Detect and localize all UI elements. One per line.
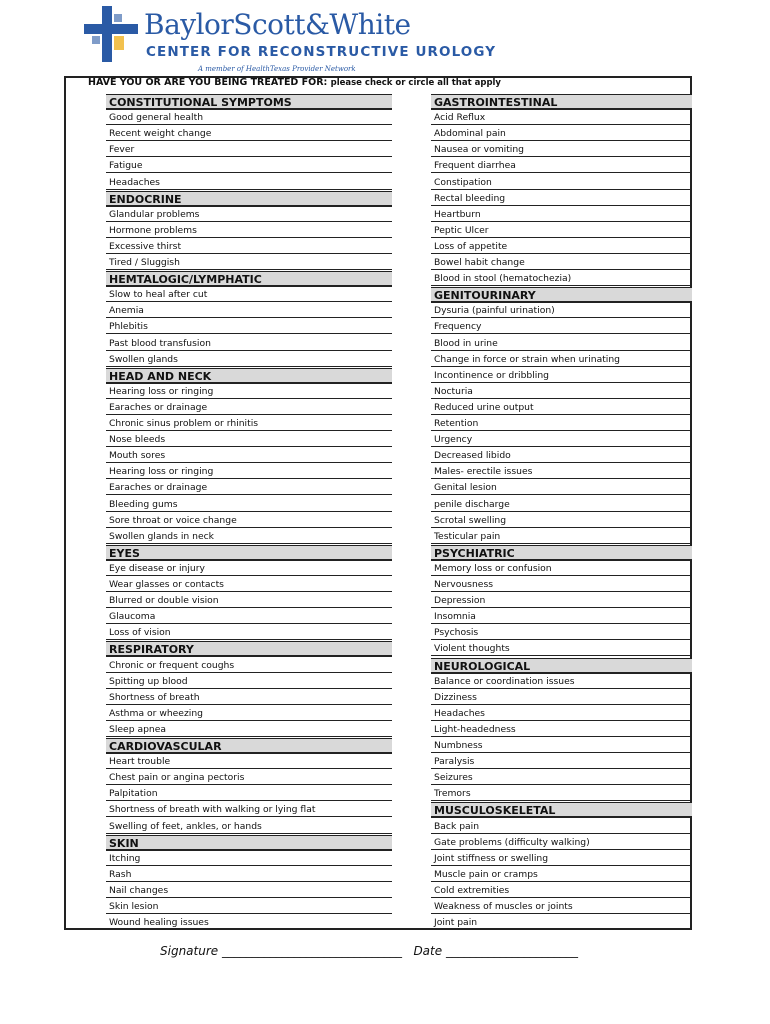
checklist-item-light-headedness[interactable]: Light-headedness xyxy=(431,722,692,737)
checklist-item-memory-loss-or-confusion[interactable]: Memory loss or confusion xyxy=(431,561,692,576)
checklist-item-asthma-or-wheezing[interactable]: Asthma or wheezing xyxy=(106,706,392,721)
checklist-item-weakness-of-muscles-or-joints[interactable]: Weakness of muscles or joints xyxy=(431,899,692,914)
section-header-psychiatric: PSYCHIATRIC xyxy=(431,545,692,561)
checklist-item-wound-healing-issues[interactable]: Wound healing issues xyxy=(106,915,392,930)
checklist-item-good-general-health[interactable]: Good general health xyxy=(106,110,392,125)
cross-logo-icon xyxy=(84,6,138,62)
checklist-item-abdominal-pain[interactable]: Abdominal pain xyxy=(431,126,692,141)
section-header-musculoskeletal: MUSCULOSKELETAL xyxy=(431,802,692,818)
checklist-item-paralysis[interactable]: Paralysis xyxy=(431,754,692,769)
checklist-item-shortness-of-breath[interactable]: Shortness of breath xyxy=(106,690,392,705)
checklist-item-earaches-or-drainage[interactable]: Earaches or drainage xyxy=(106,400,392,415)
section-header-endocrine: ENDOCRINE xyxy=(106,191,392,207)
section-header-hemtalogic-lymphatic: HEMTALOGIC/LYMPHATIC xyxy=(106,271,392,287)
symptom-checklist-form xyxy=(64,76,692,930)
checklist-item-rash[interactable]: Rash xyxy=(106,867,392,882)
section-header-respiratory: RESPIRATORY xyxy=(106,641,392,657)
checklist-item-hearing-loss-or-ringing[interactable]: Hearing loss or ringing xyxy=(106,464,392,479)
checklist-item-insomnia[interactable]: Insomnia xyxy=(431,609,692,624)
checklist-item-loss-of-vision[interactable]: Loss of vision xyxy=(106,625,392,640)
checklist-item-chest-pain-or-angina-pectoris[interactable]: Chest pain or angina pectoris xyxy=(106,770,392,785)
checklist-item-palpitation[interactable]: Palpitation xyxy=(106,786,392,801)
checklist-item-bowel-habit-change[interactable]: Bowel habit change xyxy=(431,255,692,270)
checklist-item-sleep-apnea[interactable]: Sleep apnea xyxy=(106,722,392,737)
checklist-item-acid-reflux[interactable]: Acid Reflux xyxy=(431,110,692,125)
checklist-item-phlebitis[interactable]: Phlebitis xyxy=(106,319,392,334)
section-header-neurological: NEUROLOGICAL xyxy=(431,658,692,674)
checklist-item-tremors[interactable]: Tremors xyxy=(431,786,692,801)
checklist-item-nausea-or-vomiting[interactable]: Nausea or vomiting xyxy=(431,142,692,157)
section-header-head-and-neck: HEAD AND NECK xyxy=(106,368,392,384)
checklist-item-dizziness[interactable]: Dizziness xyxy=(431,690,692,705)
checklist-item-retention[interactable]: Retention xyxy=(431,416,692,431)
section-header-cardiovascular: CARDIOVASCULAR xyxy=(106,738,392,754)
checklist-item-blood-in-stool-hematochezia[interactable]: Blood in stool (hematochezia) xyxy=(431,271,692,286)
checklist-item-nervousness[interactable]: Nervousness xyxy=(431,577,692,592)
checklist-item-heartburn[interactable]: Heartburn xyxy=(431,207,692,222)
checklist-item-genital-lesion[interactable]: Genital lesion xyxy=(431,480,692,495)
checklist-item-itching[interactable]: Itching xyxy=(106,851,392,866)
signature-line[interactable]: ______________________________ xyxy=(221,944,402,958)
checklist-item-recent-weight-change[interactable]: Recent weight change xyxy=(106,126,392,141)
section-header-eyes: EYES xyxy=(106,545,392,561)
checklist-item-swelling-of-feet-ankles-or-hands[interactable]: Swelling of feet, ankles, or hands xyxy=(106,819,392,834)
checklist-item-hearing-loss-or-ringing[interactable]: Hearing loss or ringing xyxy=(106,384,392,399)
checklist-item-joint-stiffness-or-swelling[interactable]: Joint stiffness or swelling xyxy=(431,851,692,866)
brand-name: BaylorScott&White xyxy=(144,8,411,41)
checklist-item-violent-thoughts[interactable]: Violent thoughts xyxy=(431,641,692,656)
checklist-item-frequent-diarrhea[interactable]: Frequent diarrhea xyxy=(431,158,692,173)
checklist-item-depression[interactable]: Depression xyxy=(431,593,692,608)
section-header-constitutional-symptoms: CONSTITUTIONAL SYMPTOMS xyxy=(106,94,392,110)
brand-logo xyxy=(84,6,497,76)
section-header-gastrointestinal: GASTROINTESTINAL xyxy=(431,94,692,110)
checklist-item-scrotal-swelling[interactable]: Scrotal swelling xyxy=(431,513,692,528)
checklist-item-gate-problems-difficulty-walking[interactable]: Gate problems (difficulty walking) xyxy=(431,835,692,850)
checklist-item-numbness[interactable]: Numbness xyxy=(431,738,692,753)
checklist-item-wear-glasses-or-contacts[interactable]: Wear glasses or contacts xyxy=(106,577,392,592)
checklist-item-spitting-up-blood[interactable]: Spitting up blood xyxy=(106,674,392,689)
checklist-item-loss-of-appetite[interactable]: Loss of appetite xyxy=(431,239,692,254)
checklist-item-joint-pain[interactable]: Joint pain xyxy=(431,915,692,930)
section-header-genitourinary: GENITOURINARY xyxy=(431,287,692,303)
checklist-item-penile-discharge[interactable]: penile discharge xyxy=(431,497,692,512)
checklist-item-slow-to-heal-after-cut[interactable]: Slow to heal after cut xyxy=(106,287,392,302)
checklist-item-bleeding-gums[interactable]: Bleeding gums xyxy=(106,497,392,512)
checklist-item-excessive-thirst[interactable]: Excessive thirst xyxy=(106,239,392,254)
checklist-item-skin-lesion[interactable]: Skin lesion xyxy=(106,899,392,914)
checklist-item-anemia[interactable]: Anemia xyxy=(106,303,392,318)
checklist-item-glandular-problems[interactable]: Glandular problems xyxy=(106,207,392,222)
checklist-item-fever[interactable]: Fever xyxy=(106,142,392,157)
checklist-item-blurred-or-double-vision[interactable]: Blurred or double vision xyxy=(106,593,392,608)
checklist-item-tired-sluggish[interactable]: Tired / Sluggish xyxy=(106,255,392,270)
checklist-item-past-blood-transfusion[interactable]: Past blood transfusion xyxy=(106,336,392,351)
checklist-item-incontinence-or-dribbling[interactable]: Incontinence or dribbling xyxy=(431,368,692,383)
checklist-item-nocturia[interactable]: Nocturia xyxy=(431,384,692,399)
checklist-item-chronic-sinus-problem-or-rhinitis[interactable]: Chronic sinus problem or rhinitis xyxy=(106,416,392,431)
checklist-item-fatigue[interactable]: Fatigue xyxy=(106,158,392,173)
signature-label: Signature xyxy=(160,944,219,958)
checklist-item-glaucoma[interactable]: Glaucoma xyxy=(106,609,392,624)
checklist-item-dysuria-painful-urination[interactable]: Dysuria (painful urination) xyxy=(431,303,692,318)
checklist-item-reduced-urine-output[interactable]: Reduced urine output xyxy=(431,400,692,415)
checklist-item-chronic-or-frequent-coughs[interactable]: Chronic or frequent coughs xyxy=(106,658,392,673)
checklist-item-psychosis[interactable]: Psychosis xyxy=(431,625,692,640)
checklist-item-nose-bleeds[interactable]: Nose bleeds xyxy=(106,432,392,447)
checklist-item-change-in-force-or-strain-when-urinating[interactable]: Change in force or strain when urinating xyxy=(431,352,692,367)
form-header-title: HAVE YOU OR ARE YOU BEING TREATED FOR: xyxy=(88,77,328,88)
checklist-item-blood-in-urine[interactable]: Blood in urine xyxy=(431,336,692,351)
checklist-item-peptic-ulcer[interactable]: Peptic Ulcer xyxy=(431,223,692,238)
checklist-item-decreased-libido[interactable]: Decreased libido xyxy=(431,448,692,463)
checklist-item-swollen-glands[interactable]: Swollen glands xyxy=(106,352,392,367)
checklist-item-eye-disease-or-injury[interactable]: Eye disease or injury xyxy=(106,561,392,576)
checklist-item-nail-changes[interactable]: Nail changes xyxy=(106,883,392,898)
date-line[interactable]: ______________________ xyxy=(445,944,578,958)
checklist-item-hormone-problems[interactable]: Hormone problems xyxy=(106,223,392,238)
checklist-item-headaches[interactable]: Headaches xyxy=(431,706,692,721)
checklist-item-headaches[interactable]: Headaches xyxy=(106,175,392,190)
checklist-item-balance-or-coordination-issues[interactable]: Balance or coordination issues xyxy=(431,674,692,689)
checklist-item-frequency[interactable]: Frequency xyxy=(431,319,692,334)
checklist-item-urgency[interactable]: Urgency xyxy=(431,432,692,447)
brand-tagline: A member of HealthTexas Provider Network xyxy=(198,65,356,73)
checklist-item-swollen-glands-in-neck[interactable]: Swollen glands in neck xyxy=(106,529,392,544)
signature-area xyxy=(160,944,578,958)
checklist-item-cold-extremities[interactable]: Cold extremities xyxy=(431,883,692,898)
brand-subtitle: CENTER FOR RECONSTRUCTIVE UROLOGY xyxy=(146,44,497,60)
checklist-item-mouth-sores[interactable]: Mouth sores xyxy=(106,448,392,463)
checklist-item-heart-trouble[interactable]: Heart trouble xyxy=(106,754,392,769)
section-header-skin: SKIN xyxy=(106,835,392,851)
checklist-item-constipation[interactable]: Constipation xyxy=(431,175,692,190)
checklist-item-shortness-of-breath-with-walking-or-lying-flat[interactable]: Shortness of breath with walking or lying flat xyxy=(106,802,392,817)
checklist-item-seizures[interactable]: Seizures xyxy=(431,770,692,785)
checklist-item-males-erectile-issues[interactable]: Males- erectile issues xyxy=(431,464,692,479)
checklist-item-muscle-pain-or-cramps[interactable]: Muscle pain or cramps xyxy=(431,867,692,882)
form-header-note: please check or circle all that apply xyxy=(330,78,501,88)
checklist-item-back-pain[interactable]: Back pain xyxy=(431,819,692,834)
checklist-item-earaches-or-drainage[interactable]: Earaches or drainage xyxy=(106,480,392,495)
checklist-item-rectal-bleeding[interactable]: Rectal bleeding xyxy=(431,191,692,206)
checklist-item-sore-throat-or-voice-change[interactable]: Sore throat or voice change xyxy=(106,513,392,528)
date-label: Date xyxy=(413,944,443,958)
checklist-item-testicular-pain[interactable]: Testicular pain xyxy=(431,529,692,544)
